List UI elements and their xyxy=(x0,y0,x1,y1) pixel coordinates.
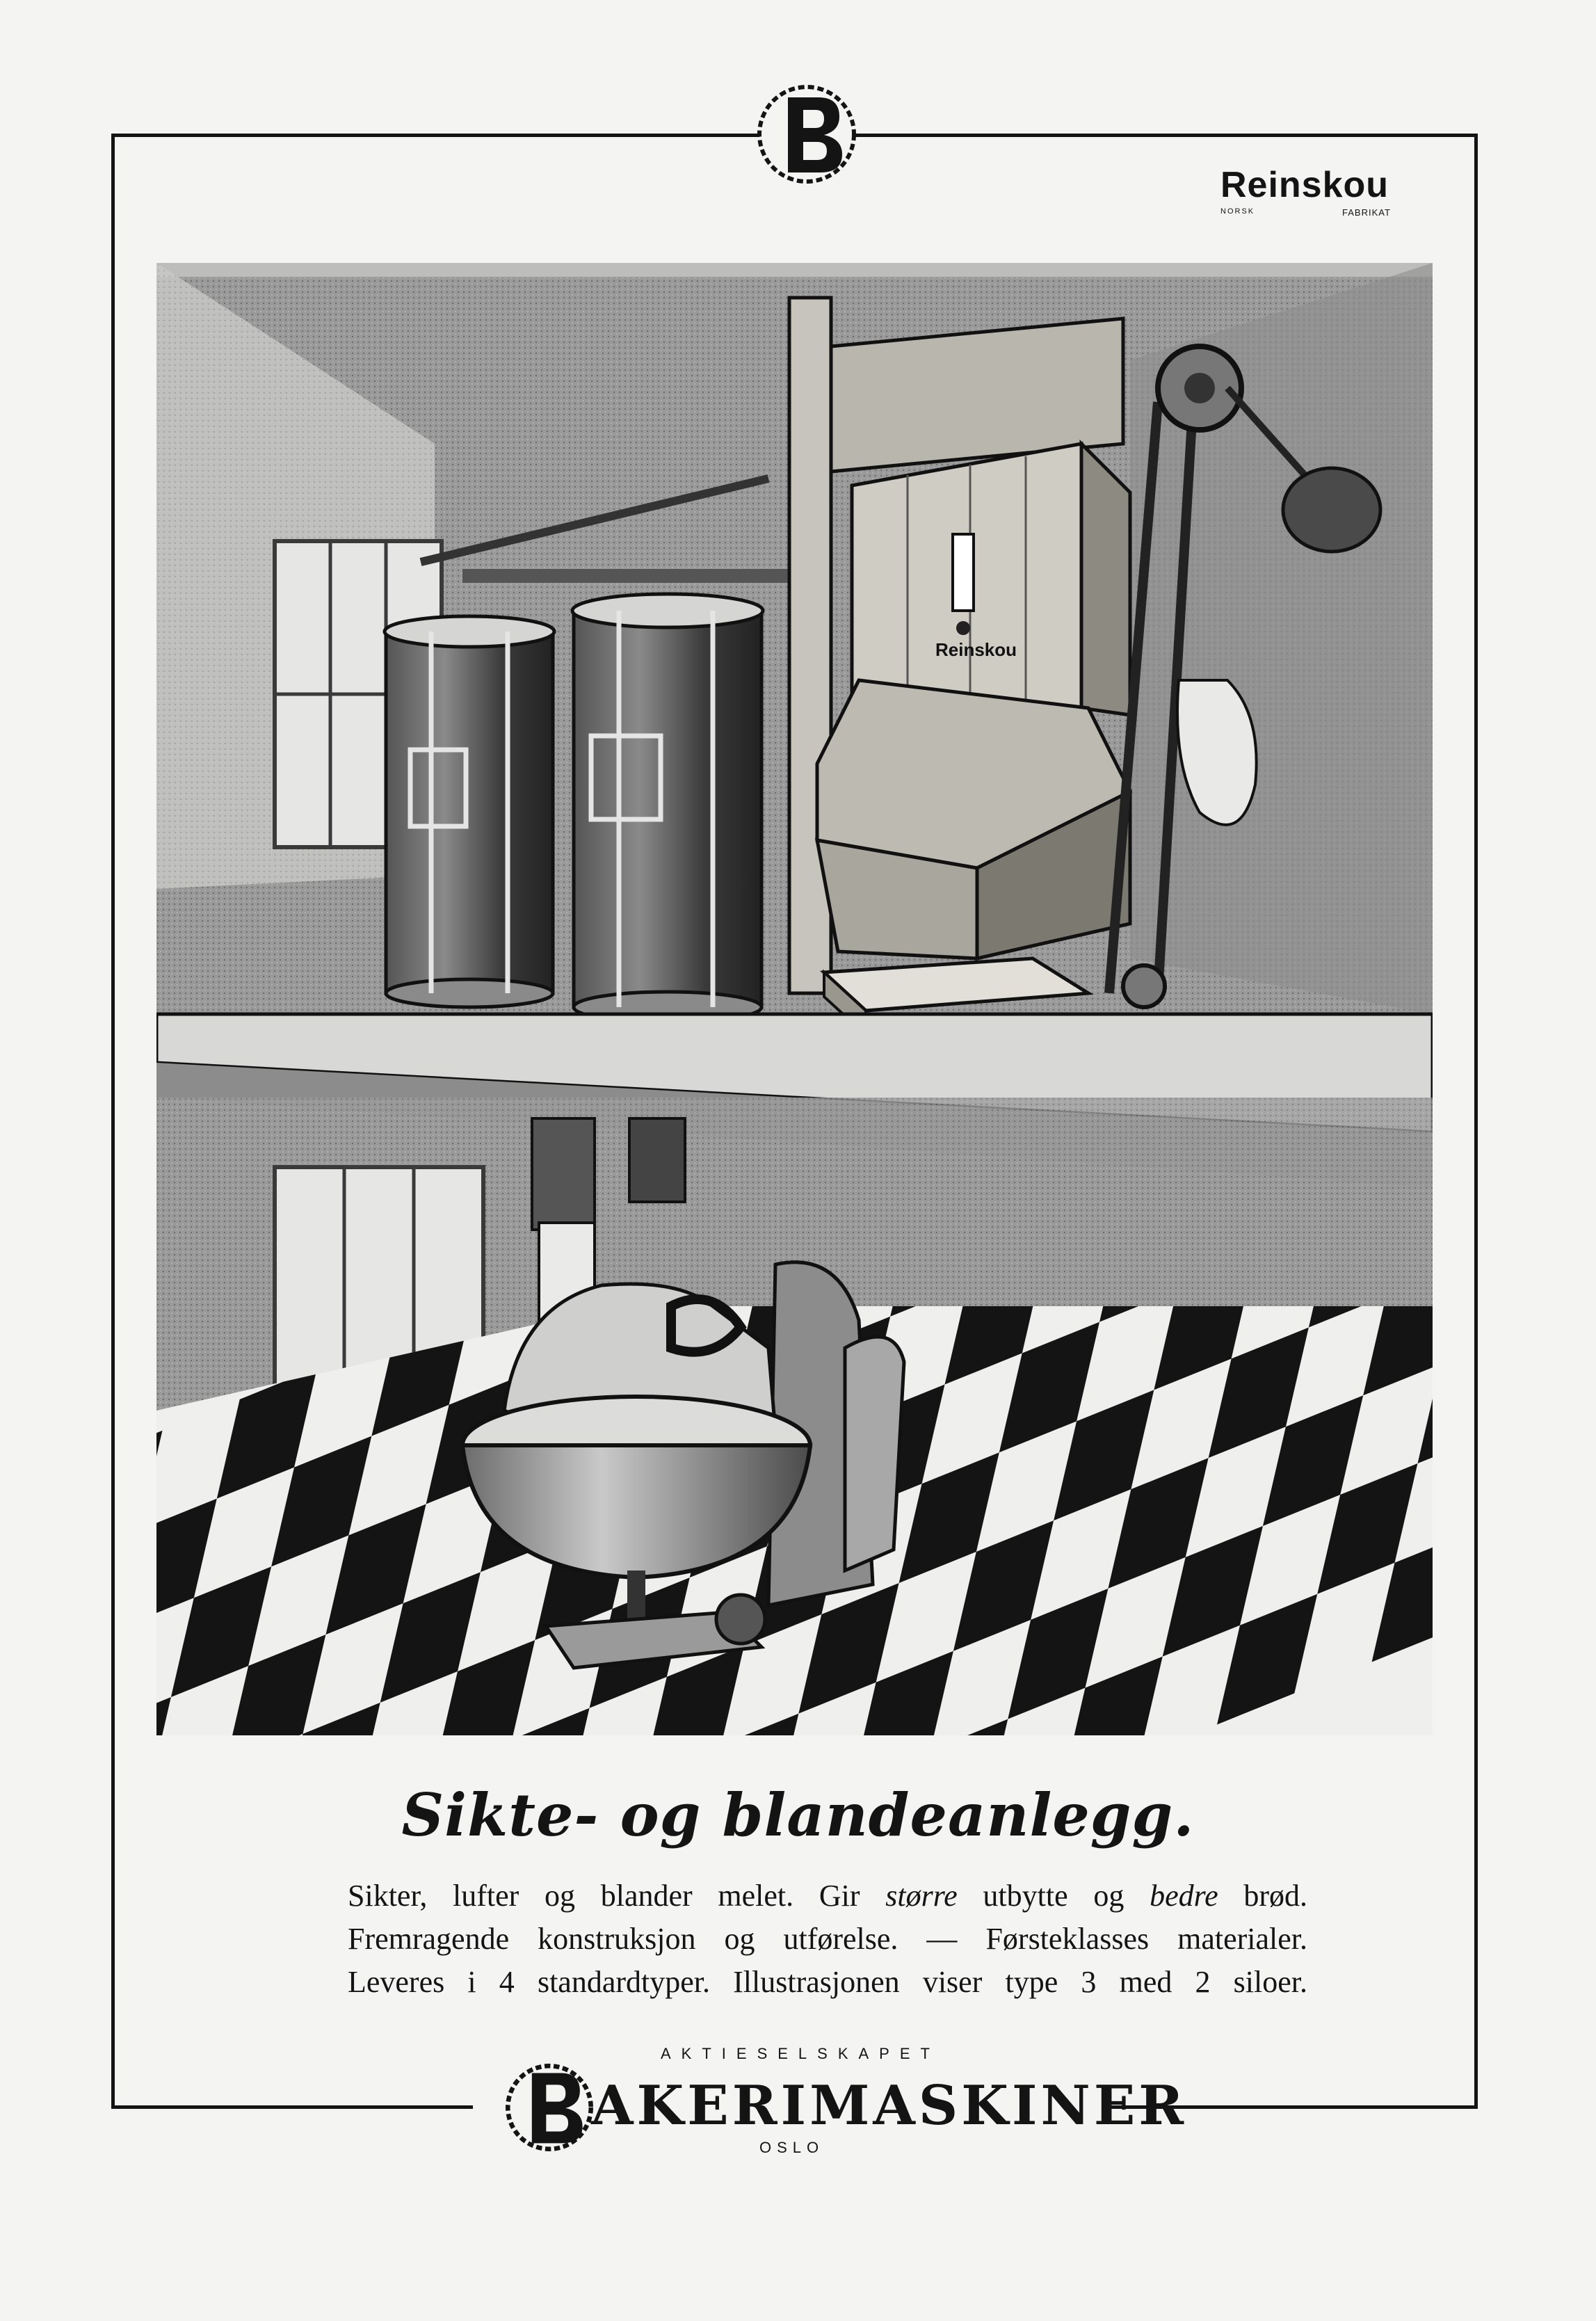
brand-logo xyxy=(1220,164,1429,220)
page-title: Sikte- og blandeanlegg. xyxy=(401,1781,1195,1849)
company-name: AKERIMASKINER xyxy=(591,2074,1188,2137)
description-line-1b: utbytte og xyxy=(957,1879,1150,1913)
description xyxy=(348,1874,1307,2004)
description-line-1a: Sikter, lufter og blander melet. Gir xyxy=(348,1879,886,1913)
company-prefix: AKTIESELSKAPET xyxy=(661,2045,940,2062)
description-line-1 xyxy=(348,1874,1307,1918)
frame-bottom-left-line xyxy=(111,2105,473,2109)
gear-b-company-icon xyxy=(501,2059,598,2156)
description-line-2: Fremragende konstruksjon og utførelse. — Førsteklasses materialer. xyxy=(348,1922,1307,1956)
emphasis-better: bedre xyxy=(1150,1879,1218,1913)
logo-subtext-left: NORSK xyxy=(1220,207,1255,216)
emphasis-larger: større xyxy=(885,1879,958,1913)
description-line-1c: brød. xyxy=(1218,1879,1307,1913)
logo-wordmark: Reinskou xyxy=(1220,165,1389,205)
description-line-3: Leveres i 4 standardtyper. Illustrasjonen viser type 3 med 2 siloer. xyxy=(348,1965,1307,1999)
gear-b-emblem-icon xyxy=(755,82,859,186)
logo-subtext-right: FABRIKAT xyxy=(1342,207,1391,218)
machine-brand-label: Reinskou xyxy=(935,639,1017,660)
company-signature xyxy=(501,2045,1188,2163)
company-city: OSLO xyxy=(759,2139,825,2156)
machine-illustration xyxy=(156,263,1433,1735)
